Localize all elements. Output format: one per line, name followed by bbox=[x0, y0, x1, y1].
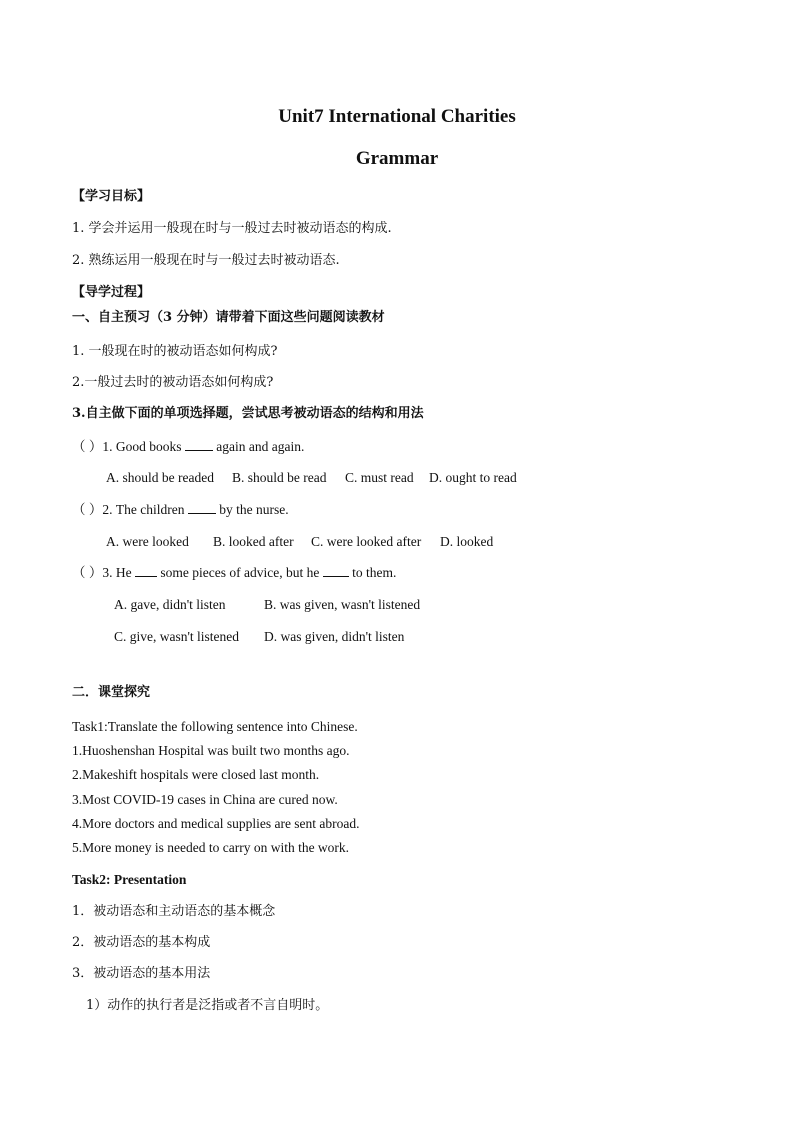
question-3-heading: 3.自主做下面的单项选择题，尝试思考被动语态的结构和用法 bbox=[72, 406, 424, 421]
mc-1-option-a: A. should be readed bbox=[106, 470, 214, 485]
usage-note-1: 1）动作的执行者是泛指或者不言自明时。 bbox=[86, 998, 329, 1013]
mc-question-1: （ ）1. Good books again and again. bbox=[72, 439, 305, 454]
answer-blank bbox=[323, 564, 349, 577]
mc-3-option-c: C. give, wasn't listened bbox=[114, 629, 240, 644]
mc-2-option-d: D. looked bbox=[440, 534, 494, 549]
answer-paren[interactable]: （ ） bbox=[72, 439, 103, 454]
task2-heading: Task2: Presentation bbox=[72, 872, 187, 887]
task1-heading: Task1:Translate the following sentence into Chinese. bbox=[72, 719, 358, 734]
mc-2-option-b: B. looked after bbox=[213, 534, 294, 549]
mc-question-3: （ ）3. He some pieces of advice, but he to them. bbox=[72, 565, 397, 580]
document-title: Unit7 International Charities bbox=[278, 106, 516, 127]
mc-1-option-b: B. should be read bbox=[232, 470, 327, 485]
mc-3-option-a: A. gave, didn't listen bbox=[114, 597, 226, 612]
document-subtitle: Grammar bbox=[355, 148, 439, 169]
mc-3-option-d: D. was given, didn't listen bbox=[264, 629, 405, 644]
objective-item-1: 1. 学会并运用一般现在时与一般过去时被动语态的构成. bbox=[72, 221, 392, 236]
mc-3-option-b: B. was given, wasn't listened bbox=[264, 597, 421, 612]
section2-heading: 二．课堂探究 bbox=[72, 685, 151, 700]
mc-question-2: （ ）2. The children by the nurse. bbox=[72, 502, 289, 517]
answer-blank bbox=[188, 501, 216, 514]
task2-item-3: 3．被动语态的基本用法 bbox=[72, 966, 211, 981]
task2-item-2: 2．被动语态的基本构成 bbox=[72, 935, 211, 950]
objective-item-2: 2. 熟练运用一般现在时与一般过去时被动语态. bbox=[72, 253, 340, 268]
answer-blank bbox=[135, 564, 157, 577]
objectives-heading: 【学习目标】 bbox=[72, 189, 151, 204]
task1-item-5: 5.More money is needed to carry on with the work. bbox=[72, 840, 350, 855]
question-1: 1. 一般现在时的被动语态如何构成? bbox=[72, 344, 278, 359]
task1-item-1: 1.Huoshenshan Hospital was built two months ago. bbox=[72, 743, 350, 758]
mc-1-option-c: C. must read bbox=[345, 470, 414, 485]
process-heading: 【导学过程】 bbox=[72, 285, 151, 300]
answer-paren[interactable]: （ ） bbox=[72, 565, 103, 580]
task1-item-4: 4.More doctors and medical supplies are sent abroad. bbox=[72, 816, 360, 831]
answer-paren[interactable]: （ ） bbox=[72, 502, 103, 517]
mc-1-option-d: D. ought to read bbox=[429, 470, 517, 485]
question-2: 2.一般过去时的被动语态如何构成? bbox=[72, 375, 274, 390]
mc-2-option-c: C. were looked after bbox=[311, 534, 422, 549]
task1-item-2: 2.Makeshift hospitals were closed last month. bbox=[72, 767, 320, 782]
answer-blank bbox=[185, 438, 213, 451]
mc-2-option-a: A. were looked bbox=[106, 534, 189, 549]
task1-item-3: 3.Most COVID-19 cases in China are cured now. bbox=[72, 792, 338, 807]
task2-item-1: 1．被动语态和主动语态的基本概念 bbox=[72, 904, 276, 919]
section1-heading: 一、自主预习（3 分钟）请带着下面这些问题阅读教材 bbox=[72, 310, 385, 325]
